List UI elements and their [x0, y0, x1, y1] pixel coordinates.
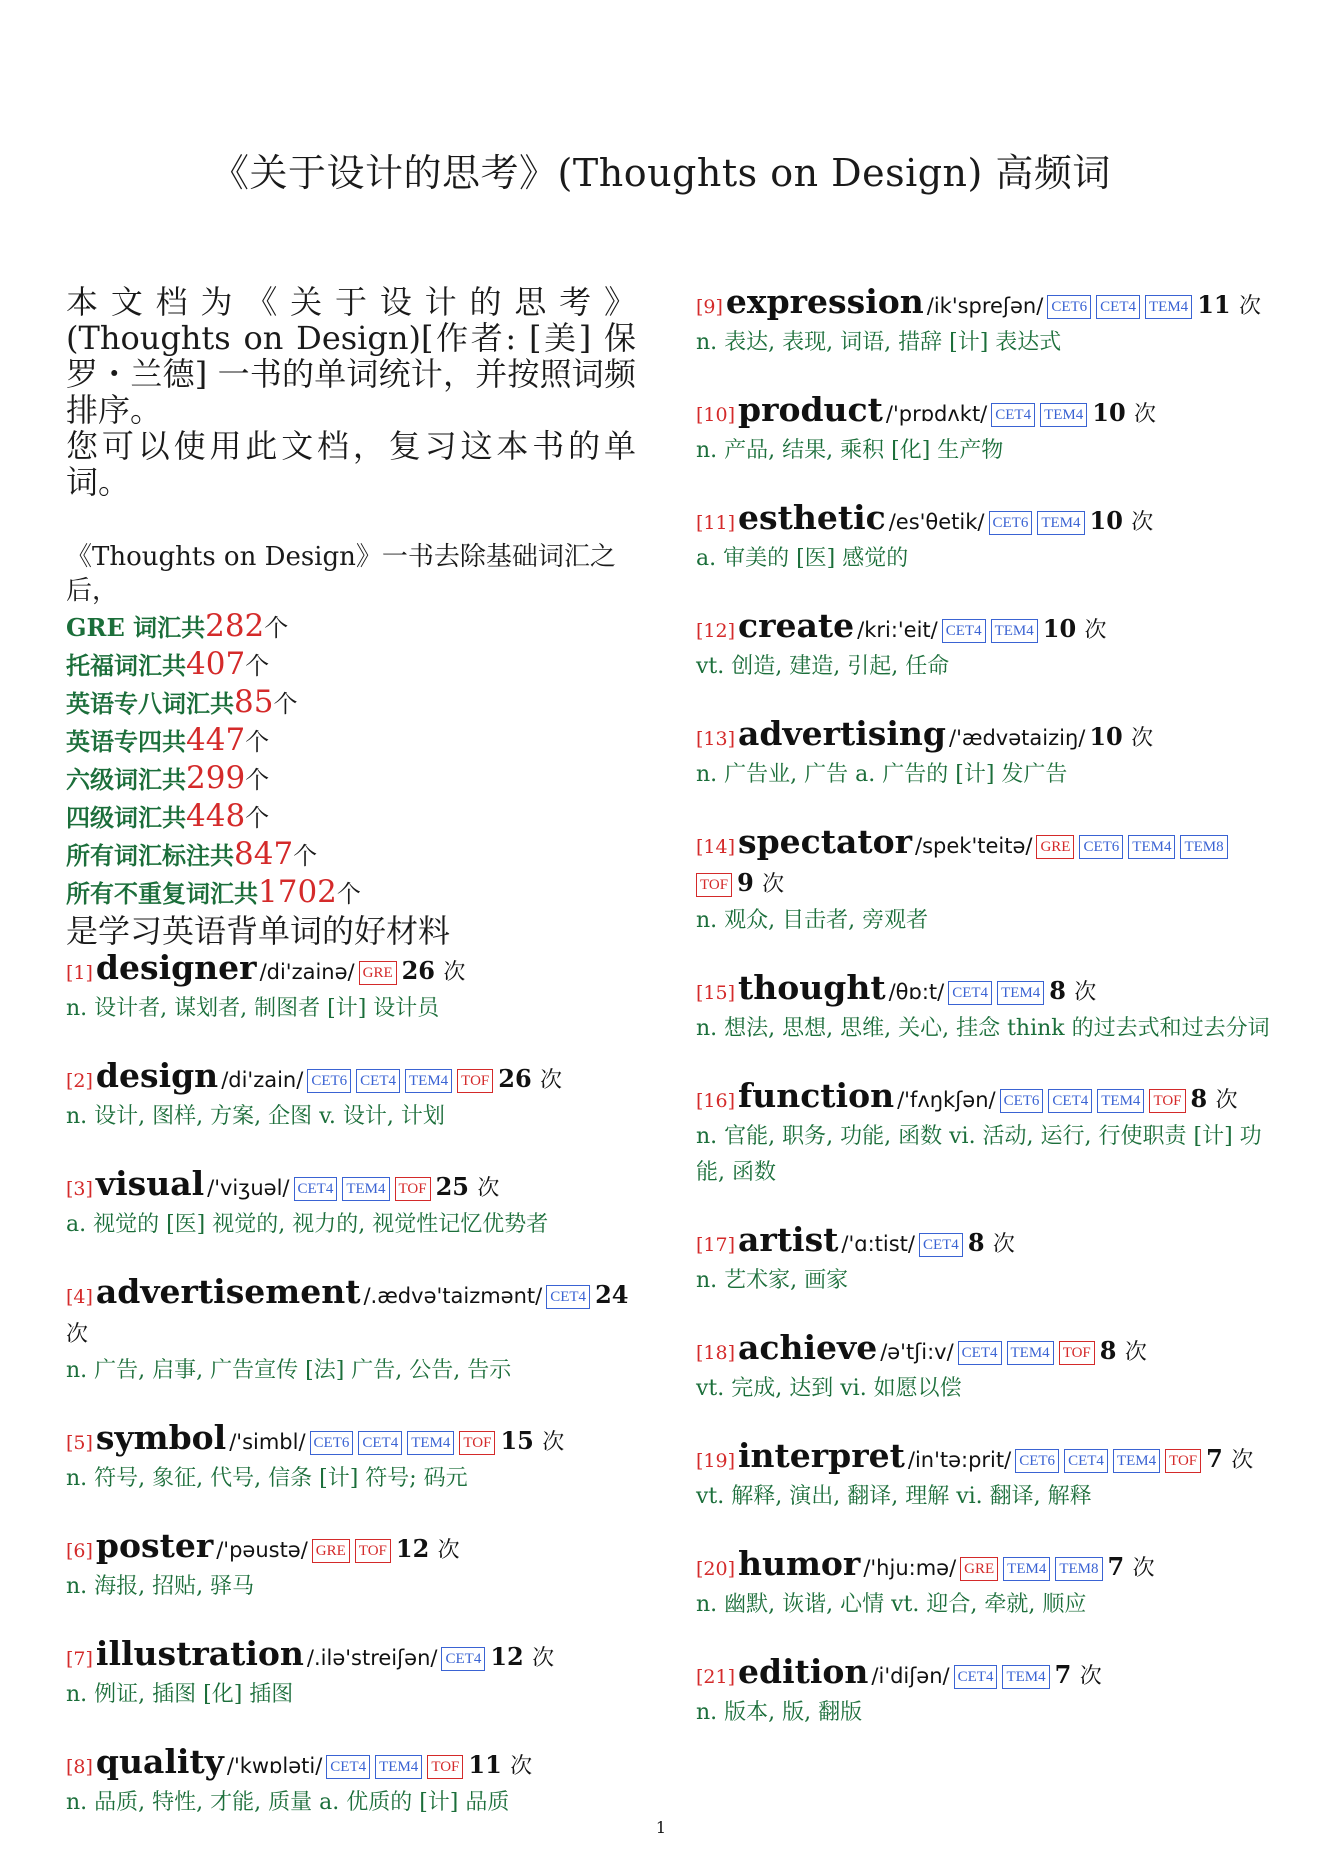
phonetic: /.ædvə'taizmənt/	[363, 1284, 543, 1308]
headword: expression	[725, 282, 924, 321]
exam-tag: GRE	[359, 961, 397, 985]
word-entry	[66, 1274, 636, 1389]
exam-tag: TEM4	[1002, 1665, 1049, 1689]
definition: n. 设计, 图样, 方案, 企图 v. 设计, 计划	[66, 1104, 445, 1129]
word-rank: [1]	[66, 962, 93, 984]
exam-tag: CET6	[1000, 1089, 1044, 1113]
frequency-unit: 次	[477, 1176, 500, 1201]
word-rank: [7]	[66, 1648, 93, 1670]
word-entry	[696, 1330, 1271, 1407]
headword: create	[738, 606, 855, 645]
exam-tag: CET4	[1096, 295, 1140, 319]
frequency	[468, 1750, 532, 1779]
frequency-unit: 次	[762, 872, 785, 897]
exam-tag: TOF	[457, 1069, 493, 1093]
exam-tag: TEM4	[342, 1177, 389, 1201]
word-rank: [10]	[696, 404, 736, 426]
word-entry	[66, 1528, 636, 1605]
word-entry	[66, 1058, 636, 1135]
frequency-unit: 次	[542, 1430, 565, 1455]
word-entry-header	[66, 1058, 636, 1099]
phonetic: /di'zain/	[221, 1068, 304, 1092]
exam-tag: TEM4	[1128, 835, 1175, 859]
headword: thought	[738, 968, 886, 1007]
frequency-unit: 次	[437, 1538, 460, 1563]
frequency	[500, 1426, 564, 1455]
word-entry-header	[696, 1222, 1271, 1263]
stat-line	[66, 760, 636, 798]
stats-heading: 《Thoughts on Design》一书去除基础词汇之后，	[66, 542, 616, 606]
stat-label: 英语专八词汇共	[66, 689, 234, 718]
phonetic: /ik'spreʃən/	[926, 294, 1044, 318]
word-entry	[66, 1166, 636, 1243]
phonetic: /i'diʃən/	[871, 1664, 950, 1688]
frequency-count: 8	[1099, 1336, 1117, 1365]
word-entry-header	[66, 1636, 636, 1677]
exam-tag: TEM4	[991, 619, 1038, 643]
phonetic: /es'θetik/	[888, 510, 985, 534]
stat-unit: 个	[245, 652, 270, 680]
exam-tag: TEM8	[1180, 835, 1227, 859]
word-entry	[696, 824, 1271, 939]
intro-paragraph	[66, 284, 636, 500]
exam-tag: CET4	[958, 1341, 1002, 1365]
vocabulary-stats	[66, 540, 636, 950]
frequency-count: 8	[1049, 976, 1066, 1005]
phonetic: /'prɒdʌkt/	[885, 402, 988, 426]
word-entry-header	[66, 1528, 636, 1569]
stat-line	[66, 836, 636, 874]
frequency-count: 10	[1089, 506, 1123, 535]
exam-tag: TOF	[696, 873, 732, 897]
exam-tag: GRE	[1036, 835, 1074, 859]
stat-count: 282	[205, 608, 265, 644]
headword: quality	[95, 1742, 224, 1781]
word-rank: [12]	[696, 620, 736, 642]
phonetic: /'ædvətaiziŋ/	[949, 726, 1086, 750]
word-entry	[66, 950, 636, 1027]
word-entry-header	[696, 392, 1271, 433]
definition: n. 广告业, 广告 a. 广告的 [计] 发广告	[696, 762, 1068, 787]
left-column	[66, 284, 636, 1852]
frequency	[1206, 1444, 1253, 1473]
stat-label: 四级词汇共	[66, 803, 186, 832]
phonetic: /kri:'eit/	[857, 618, 938, 642]
frequency	[968, 1228, 1015, 1257]
frequency-unit: 次	[992, 1232, 1015, 1257]
exam-tag: CET4	[942, 619, 986, 643]
word-entry	[696, 1438, 1271, 1515]
frequency-count: 7	[1107, 1552, 1125, 1581]
definition: n. 设计者, 谋划者, 制图者 [计] 设计员	[66, 996, 440, 1021]
exam-tag: CET4	[358, 1431, 402, 1455]
definition: n. 版本, 版, 翻版	[696, 1700, 863, 1725]
word-entry	[696, 1222, 1271, 1299]
word-entry	[66, 1744, 636, 1821]
frequency-unit: 次	[443, 960, 466, 985]
headword: designer	[95, 948, 257, 987]
word-rank: [18]	[696, 1342, 736, 1364]
frequency	[1191, 1084, 1238, 1113]
intro-line-2: 您可以使用此文档，复习这本书的单词。	[66, 427, 636, 501]
frequency-count: 10	[1092, 398, 1126, 427]
exam-tag: CET6	[989, 511, 1033, 535]
stat-label: 英语专四共	[66, 727, 186, 756]
frequency-count: 8	[967, 1228, 985, 1257]
headword: function	[738, 1076, 895, 1115]
definition: n. 海报, 招贴, 驿马	[66, 1574, 255, 1599]
exam-tag: TOF	[1149, 1089, 1185, 1113]
phonetic: /'hju:mə/	[863, 1556, 957, 1580]
stat-count: 847	[234, 836, 294, 872]
word-rank: [4]	[66, 1286, 93, 1308]
frequency	[396, 1534, 460, 1563]
frequency	[436, 1172, 500, 1201]
word-entry	[696, 392, 1271, 469]
stat-count: 448	[186, 798, 246, 834]
stat-unit: 个	[245, 728, 270, 756]
headword: design	[95, 1056, 219, 1095]
definition: a. 审美的 [医] 感觉的	[696, 546, 909, 571]
exam-tag: TEM4	[1007, 1341, 1054, 1365]
definition: n. 观众, 目击者, 旁观者	[696, 908, 929, 933]
exam-tag: CET4	[294, 1177, 338, 1201]
definition: n. 广告, 启事, 广告宣传 [法] 广告, 公告, 告示	[66, 1358, 512, 1383]
frequency-count: 12	[395, 1534, 430, 1563]
phonetic: /in'tə:prit/	[907, 1448, 1012, 1472]
frequency-unit: 次	[1131, 510, 1154, 535]
word-entry-header	[696, 1078, 1271, 1119]
definition: n. 艺术家, 画家	[696, 1268, 849, 1293]
frequency-count: 11	[468, 1750, 502, 1779]
frequency-count: 25	[435, 1172, 470, 1201]
headword: artist	[738, 1220, 839, 1259]
word-entry-header	[696, 608, 1271, 649]
phonetic: /'pəustə/	[216, 1538, 308, 1562]
frequency-unit: 次	[1231, 1448, 1254, 1473]
frequency	[402, 956, 466, 985]
frequency	[1049, 976, 1096, 1005]
headword: symbol	[95, 1418, 227, 1457]
phonetic: /'simbl/	[229, 1430, 306, 1454]
word-rank: [6]	[66, 1540, 93, 1562]
word-entry-header	[696, 1546, 1271, 1587]
frequency	[1090, 506, 1154, 535]
word-rank: [13]	[696, 728, 736, 750]
exam-tag: TEM8	[1055, 1557, 1102, 1581]
frequency-count: 10	[1089, 722, 1123, 751]
definition: n. 表达, 表现, 词语, 措辞 [计] 表达式	[696, 330, 1062, 355]
exam-tag: TOF	[427, 1755, 463, 1779]
frequency-count: 15	[500, 1426, 534, 1455]
definition: n. 官能, 职务, 功能, 函数 vi. 活动, 运行, 行使职责 [计] 功能, 函数	[696, 1124, 1262, 1185]
word-entry	[696, 1546, 1271, 1623]
headword: product	[738, 390, 883, 429]
frequency-count: 7	[1054, 1660, 1072, 1689]
frequency-unit: 次	[1134, 402, 1157, 427]
exam-tag: CET6	[307, 1069, 351, 1093]
exam-tag: TOF	[395, 1177, 431, 1201]
word-rank: [15]	[696, 982, 736, 1004]
headword: poster	[95, 1526, 214, 1565]
headword: achieve	[738, 1328, 878, 1367]
exam-tag: TOF	[1165, 1449, 1201, 1473]
stat-line	[66, 684, 636, 722]
exam-tag: TEM4	[1097, 1089, 1144, 1113]
exam-tag: CET6	[1047, 295, 1091, 319]
stat-label: GRE 词汇共	[66, 613, 206, 642]
headword: humor	[738, 1544, 861, 1583]
phonetic: /θɒ:t/	[888, 980, 945, 1004]
stat-label: 托福词汇共	[66, 651, 186, 680]
word-rank: [14]	[696, 836, 736, 858]
stat-count: 85	[234, 684, 274, 720]
exam-tag: GRE	[312, 1539, 350, 1563]
exam-tag: TEM4	[1003, 1557, 1050, 1581]
word-entry	[696, 1078, 1271, 1191]
frequency	[1100, 1336, 1147, 1365]
stat-line	[66, 722, 636, 760]
exam-tag: GRE	[960, 1557, 998, 1581]
exam-tag: CET4	[991, 403, 1035, 427]
word-rank: [5]	[66, 1432, 93, 1454]
exam-tag: TEM4	[1037, 511, 1084, 535]
word-rank: [16]	[696, 1090, 736, 1112]
frequency	[1089, 722, 1153, 751]
stat-unit: 个	[293, 842, 318, 870]
headword: interpret	[738, 1436, 905, 1475]
word-rank: [20]	[696, 1558, 736, 1580]
stat-count: 299	[186, 760, 246, 796]
headword: visual	[95, 1164, 205, 1203]
word-list-right	[696, 284, 1271, 1731]
intro-line-1: 本文档为《关于设计的思考》(Thoughts on Design)[作者: [美] 保罗・兰德] 一书的单词统计，并按照词频排序。	[66, 283, 636, 429]
stat-line	[66, 608, 636, 646]
word-rank: [17]	[696, 1234, 736, 1256]
exam-tag: CET6	[1079, 835, 1123, 859]
exam-tag: CET4	[441, 1647, 485, 1671]
headword: advertising	[738, 714, 946, 753]
document-title: 《关于设计的思考》(Thoughts on Design) 高频词	[211, 151, 1111, 195]
frequency-unit: 次	[532, 1646, 555, 1671]
exam-tag: CET4	[356, 1069, 400, 1093]
word-entry-header	[696, 284, 1271, 325]
exam-tag: CET4	[326, 1755, 370, 1779]
exam-tag: TEM4	[1145, 295, 1192, 319]
frequency-unit: 次	[1215, 1088, 1238, 1113]
stats-closing: 是学习英语背单词的好材料	[66, 912, 451, 950]
frequency-count: 8	[1190, 1084, 1208, 1113]
phonetic: /'ɑ:tist/	[841, 1232, 915, 1256]
frequency	[490, 1642, 554, 1671]
headword: edition	[738, 1652, 869, 1691]
word-entry	[696, 500, 1271, 577]
word-entry	[696, 970, 1271, 1047]
frequency-unit: 次	[1074, 980, 1097, 1005]
word-entry-header	[66, 950, 636, 991]
frequency	[737, 868, 784, 897]
exam-tag: CET4	[1064, 1449, 1108, 1473]
exam-tag: TEM4	[407, 1431, 454, 1455]
stat-line	[66, 874, 636, 912]
frequency	[1043, 614, 1107, 643]
phonetic: /di'zainə/	[259, 960, 355, 984]
frequency-unit: 次	[1084, 618, 1107, 643]
word-entry-header	[696, 500, 1271, 541]
page-number: 1	[655, 1818, 667, 1837]
stat-label: 所有不重复词汇共	[66, 879, 258, 908]
frequency-count: 26	[498, 1064, 532, 1093]
definition: n. 符号, 象征, 代号, 信条 [计] 符号; 码元	[66, 1466, 468, 1491]
frequency	[1108, 1552, 1155, 1581]
exam-tag: TEM4	[1040, 403, 1087, 427]
word-entry	[696, 284, 1271, 361]
word-entry-header	[66, 1420, 636, 1461]
definition: n. 想法, 思想, 思维, 关心, 挂念 think 的过去式和过去分词	[696, 1016, 1270, 1041]
word-rank: [9]	[696, 296, 723, 318]
word-entry	[66, 1420, 636, 1497]
stat-unit: 个	[264, 614, 289, 642]
frequency	[1197, 290, 1261, 319]
definition: a. 视觉的 [医] 视觉的, 视力的, 视觉性记忆优势者	[66, 1212, 549, 1237]
definition: vt. 解释, 演出, 翻译, 理解 vi. 翻译, 解释	[696, 1484, 1092, 1509]
word-entry-header	[66, 1274, 636, 1353]
definition: n. 品质, 特性, 才能, 质量 a. 优质的 [计] 品质	[66, 1790, 510, 1815]
stat-count: 447	[186, 722, 246, 758]
word-list-left	[66, 950, 636, 1821]
stat-unit: 个	[245, 804, 270, 832]
word-entry-header	[696, 824, 1271, 903]
stat-line	[66, 646, 636, 684]
frequency	[498, 1064, 562, 1093]
frequency-count: 26	[401, 956, 436, 985]
word-rank: [2]	[66, 1070, 93, 1092]
word-entry-header	[696, 970, 1271, 1011]
phonetic: /'fʌŋkʃən/	[897, 1088, 996, 1112]
word-rank: [11]	[696, 512, 736, 534]
frequency-count: 7	[1206, 1444, 1223, 1473]
exam-tag: TEM4	[375, 1755, 422, 1779]
headword: spectator	[738, 822, 913, 861]
exam-tag: CET6	[310, 1431, 354, 1455]
phonetic: /spek'teitə/	[915, 834, 1033, 858]
exam-tag: CET4	[954, 1665, 998, 1689]
frequency-unit: 次	[1132, 1556, 1155, 1581]
definition: n. 幽默, 诙谐, 心情 vt. 迎合, 牵就, 顺应	[696, 1592, 1087, 1617]
headword: esthetic	[738, 498, 886, 537]
exam-tag: CET6	[1015, 1449, 1059, 1473]
frequency-count: 24	[595, 1280, 629, 1309]
frequency-unit: 次	[510, 1754, 533, 1779]
frequency	[1092, 398, 1156, 427]
word-entry-header	[696, 716, 1271, 757]
word-entry	[696, 608, 1271, 685]
definition: vt. 完成, 达到 vi. 如愿以偿	[696, 1376, 962, 1401]
stat-line	[66, 798, 636, 836]
phonetic: /.ilə'streiʃən/	[306, 1646, 438, 1670]
stat-unit: 个	[273, 690, 298, 718]
word-entry	[66, 1636, 636, 1713]
frequency-unit: 次	[1079, 1664, 1102, 1689]
word-entry	[696, 1654, 1271, 1731]
word-entry-header	[66, 1166, 636, 1207]
frequency-count: 11	[1197, 290, 1231, 319]
word-entry-header	[696, 1654, 1271, 1695]
definition: vt. 创造, 建造, 引起, 任命	[696, 654, 950, 679]
exam-tag: CET4	[948, 981, 992, 1005]
word-entry-header	[66, 1744, 636, 1785]
frequency-count: 12	[490, 1642, 524, 1671]
right-column	[696, 284, 1271, 1762]
word-entry-header	[696, 1330, 1271, 1371]
frequency-unit: 次	[1124, 1340, 1147, 1365]
exam-tag: TEM4	[405, 1069, 452, 1093]
definition: n. 例证, 插图 [化] 插图	[66, 1682, 294, 1707]
stat-label: 所有词汇标注共	[66, 841, 234, 870]
word-rank: [8]	[66, 1756, 93, 1778]
exam-tag: TOF	[355, 1539, 391, 1563]
word-entry	[696, 716, 1271, 793]
phonetic: /ə'tʃi:v/	[880, 1340, 954, 1364]
exam-tag: CET4	[546, 1285, 590, 1309]
frequency-unit: 次	[540, 1068, 563, 1093]
stat-count: 407	[186, 646, 246, 682]
exam-tag: TEM4	[1113, 1449, 1160, 1473]
exam-tag: TOF	[1059, 1341, 1095, 1365]
frequency-count: 9	[737, 868, 754, 897]
frequency-unit: 次	[66, 1322, 89, 1347]
word-rank: [3]	[66, 1178, 93, 1200]
exam-tag: TOF	[459, 1431, 495, 1455]
frequency-unit: 次	[1238, 294, 1261, 319]
exam-tag: TEM4	[997, 981, 1044, 1005]
word-entry-header	[696, 1438, 1271, 1479]
word-rank: [19]	[696, 1450, 736, 1472]
phonetic: /'viʒuəl/	[207, 1176, 290, 1200]
headword: advertisement	[95, 1272, 361, 1311]
headword: illustration	[95, 1634, 304, 1673]
frequency	[1055, 1660, 1102, 1689]
stat-unit: 个	[336, 880, 361, 908]
phonetic: /'kwɒləti/	[226, 1754, 323, 1778]
frequency-unit: 次	[1131, 726, 1154, 751]
definition: n. 产品, 结果, 乘积 [化] 生产物	[696, 438, 1004, 463]
word-rank: [21]	[696, 1666, 736, 1688]
stat-unit: 个	[245, 766, 270, 794]
frequency-count: 10	[1042, 614, 1077, 643]
exam-tag: CET4	[919, 1233, 963, 1257]
exam-tag: CET4	[1048, 1089, 1092, 1113]
stat-label: 六级词汇共	[66, 765, 186, 794]
stat-count: 1702	[258, 874, 337, 910]
